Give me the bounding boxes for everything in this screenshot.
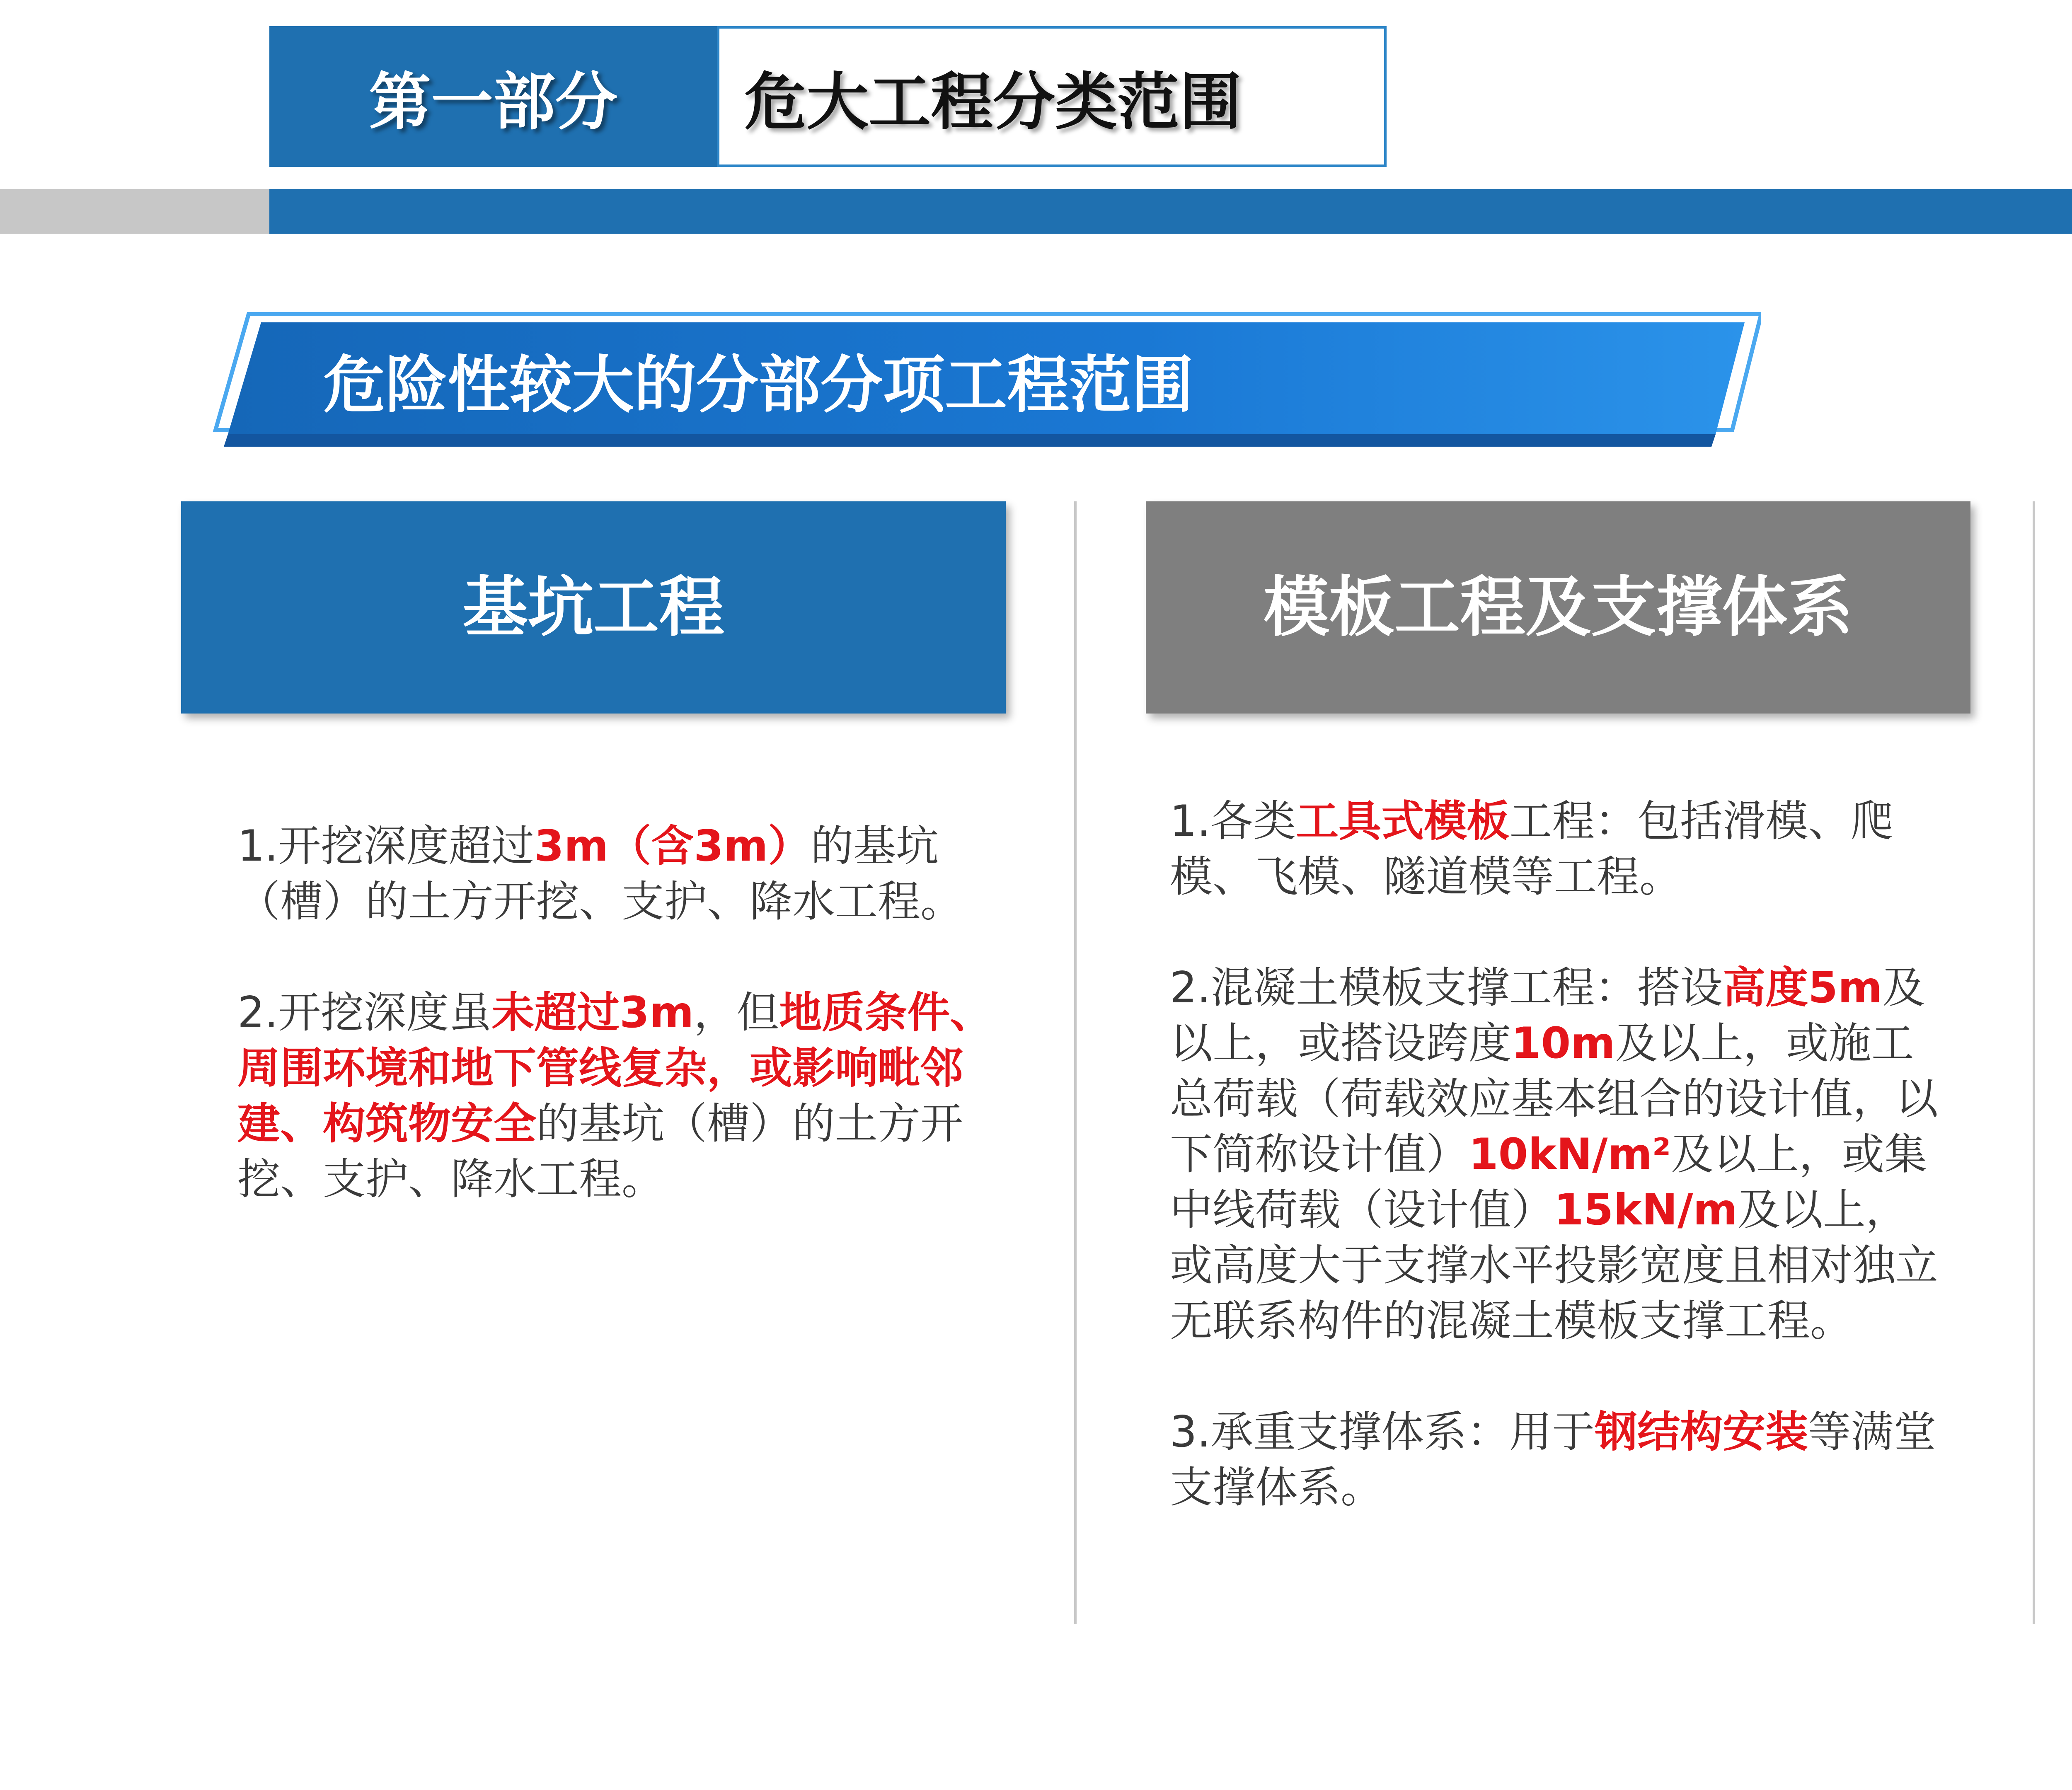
highlight-text: 15kN/m: [1554, 1185, 1738, 1235]
header-bar-blue: [269, 189, 2072, 234]
body-text: 及以上，或集中线荷载（设计值）: [1170, 1130, 1927, 1235]
body-text: 的基坑（槽）的土方开挖、支护、降水工程。: [237, 821, 963, 926]
body-text: 及以上，或施工总荷载（荷载效应基本组合的设计值，以下简称设计值）: [1170, 1018, 1938, 1179]
highlight-text: 高度5m: [1723, 963, 1883, 1013]
column-head-line: 模板工程及支撑体系: [1264, 569, 1853, 646]
body-text: 工程：包括滑模、爬模、飞模、隧道模等工程。: [1170, 796, 1894, 902]
criteria-item: [1170, 793, 1949, 905]
body-text: 的基坑（槽）的土方开挖、支护、降水工程。: [237, 1099, 963, 1204]
highlight-text: 10m: [1511, 1018, 1615, 1068]
highlight-text: 10kN/m²: [1469, 1130, 1671, 1179]
column-head-text: [462, 567, 724, 648]
criteria-item: [1170, 960, 1949, 1349]
highlight-text: 钢结构安装: [1595, 1407, 1808, 1457]
body-text: 及以上，或搭设跨度: [1170, 963, 1925, 1068]
highlight-text: 地质条件、周围环境和地下管线复杂，或影响毗邻建、构筑物安全: [237, 988, 993, 1149]
section-banner: [203, 310, 1761, 447]
column-body-formwork: [1170, 793, 1949, 1571]
section-banner-text: 危险性较大的分部分项工程范围: [323, 349, 1194, 421]
part-label: 第一部分: [368, 66, 617, 138]
header-bar-gray: [0, 189, 269, 234]
criteria-item: [1170, 1404, 1949, 1515]
column-divider: [1074, 501, 1077, 1624]
body-text: 2.开挖深度虽: [237, 988, 492, 1038]
highlight-text: 未超过3m: [491, 988, 694, 1038]
body-text: 2.混凝土模板支撑工程：搭设: [1170, 963, 1723, 1013]
part-label-box: [269, 26, 717, 167]
column-head-formwork: [1146, 501, 1970, 714]
column-divider: [2033, 501, 2035, 1624]
body-text: 等满堂支撑体系。: [1170, 1407, 1936, 1512]
body-text: 3.承重支撑体系：用于: [1170, 1407, 1595, 1457]
column-head-line: 基坑工程: [462, 569, 724, 646]
highlight-text: 工具式模板: [1296, 796, 1510, 846]
column-body-excavation: [237, 818, 1017, 1263]
column-head-text: [1264, 567, 1853, 648]
slide-title: 危大工程分类范围: [744, 66, 1242, 138]
criteria-item: [237, 985, 1017, 1207]
body-text: 及以上，或高度大于支撑水平投影宽度且相对独立无联系构件的混凝土模板支撑工程。: [1170, 1185, 1938, 1346]
body-text: ，但: [694, 988, 779, 1038]
slide-title-box: [717, 26, 1387, 167]
highlight-text: 3m（含3m）: [534, 821, 811, 871]
column-head-excavation: [181, 501, 1006, 714]
body-text: 1.开挖深度超过: [237, 821, 535, 871]
body-text: 1.各类: [1170, 796, 1296, 846]
criteria-item: [237, 818, 1017, 929]
